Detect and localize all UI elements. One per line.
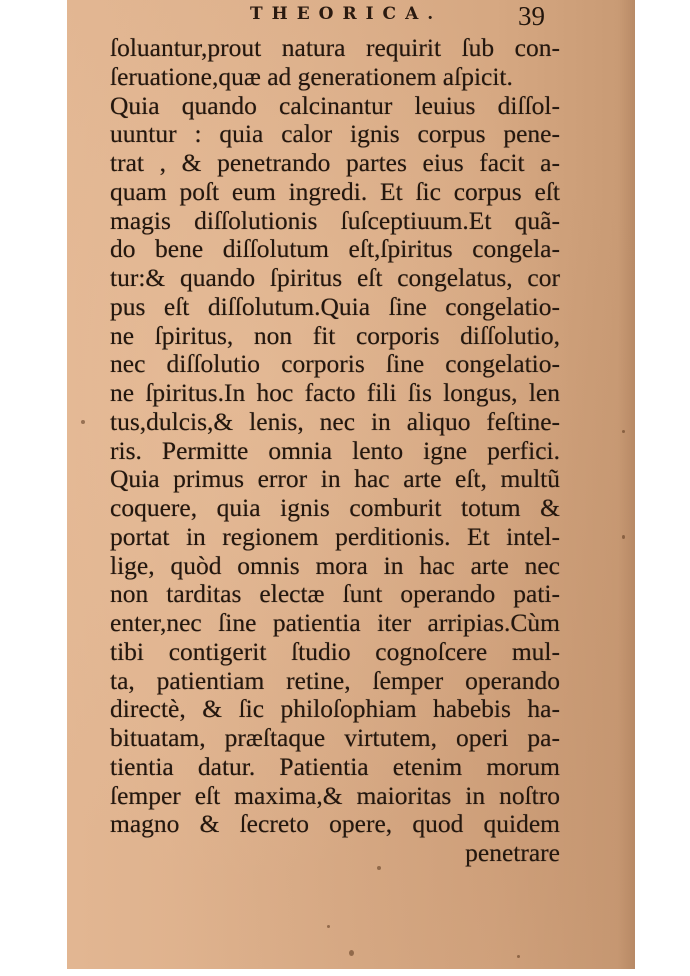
paper-speck [81,420,85,424]
text-line: ne ſpiritus.In hoc facto fili ſis longus, len [110,378,560,407]
text-line: ſeruatione,quæ ad generationem aſpicit. [110,61,513,91]
text-line: ne ſpiritus, non fit corporis diſſolutio, [110,320,560,350]
text-line: nec diſſolutio corporis ſine congelatio- [110,349,560,379]
text-line: bituatam, præſtaque virtutem, operi pa- [110,723,560,752]
page-number: 39 [518,1,545,31]
text-line: trat , & penetrando partes eius facit a- [110,148,560,177]
text-line: quam poſt eum ingredi. Et ſic corpus eſt [110,176,560,206]
text-line: non tarditas electæ ſunt operando pati- [110,579,560,609]
text-line: ſemper eſt maxima,& maioritas in noſtro [110,780,560,810]
text-line: magno & ſecreto opere, quod quidem [110,809,560,839]
book-page [67,0,635,969]
text-line: Quia quando calcinantur leuius diſſol- [110,90,560,120]
text-line: enter,nec ſine patientia iter arripias.Cùm [110,608,560,637]
paper-speck [622,535,625,539]
text-line: tibi contigerit ſtudio cognoſcere mul- [110,636,560,666]
catchword: penetrare [465,838,560,867]
text-line: magis diſſolutionis ſuſceptiuum.Et quã- [110,205,560,235]
paper-speck [349,950,354,956]
text-line: ta, patientiam retine, ſemper operando [110,665,560,695]
text-line: tur:& quando ſpiritus eſt congelatus, cor [110,263,560,292]
text-line: lige, quòd omnis mora in hac arte nec [110,550,560,580]
paper-speck [622,430,625,433]
text-line: coquere, quia ignis comburit totum & [110,493,560,522]
body-text [110,34,560,868]
text-line: portat in regionem perditionis. Et intel- [110,521,560,551]
paper-speck [327,925,330,928]
text-line: uuntur : quia calor ignis corpus pene- [110,119,560,149]
text-line: ſoluantur,prout natura requirit ſub con- [110,33,560,62]
text-line: Quia primus error in hac arte eſt, multũ [110,464,560,494]
text-line: tientia datur. Patientia etenim morum [110,751,560,781]
text-line: pus eſt diſſolutum.Quia ſine congelatio- [110,291,560,321]
text-line: directè, & ſic philoſophiam habebis ha- [110,694,560,724]
paper-speck [517,955,520,958]
text-line: do bene diſſolutum eſt,ſpiritus congela- [110,234,560,264]
text-line: tus,dulcis,& lenis, nec in aliquo feſtine- [110,406,560,436]
text-line: ris. Permitte omnia lento igne perfici. [110,435,560,465]
running-head: THEORICA. [250,4,443,24]
